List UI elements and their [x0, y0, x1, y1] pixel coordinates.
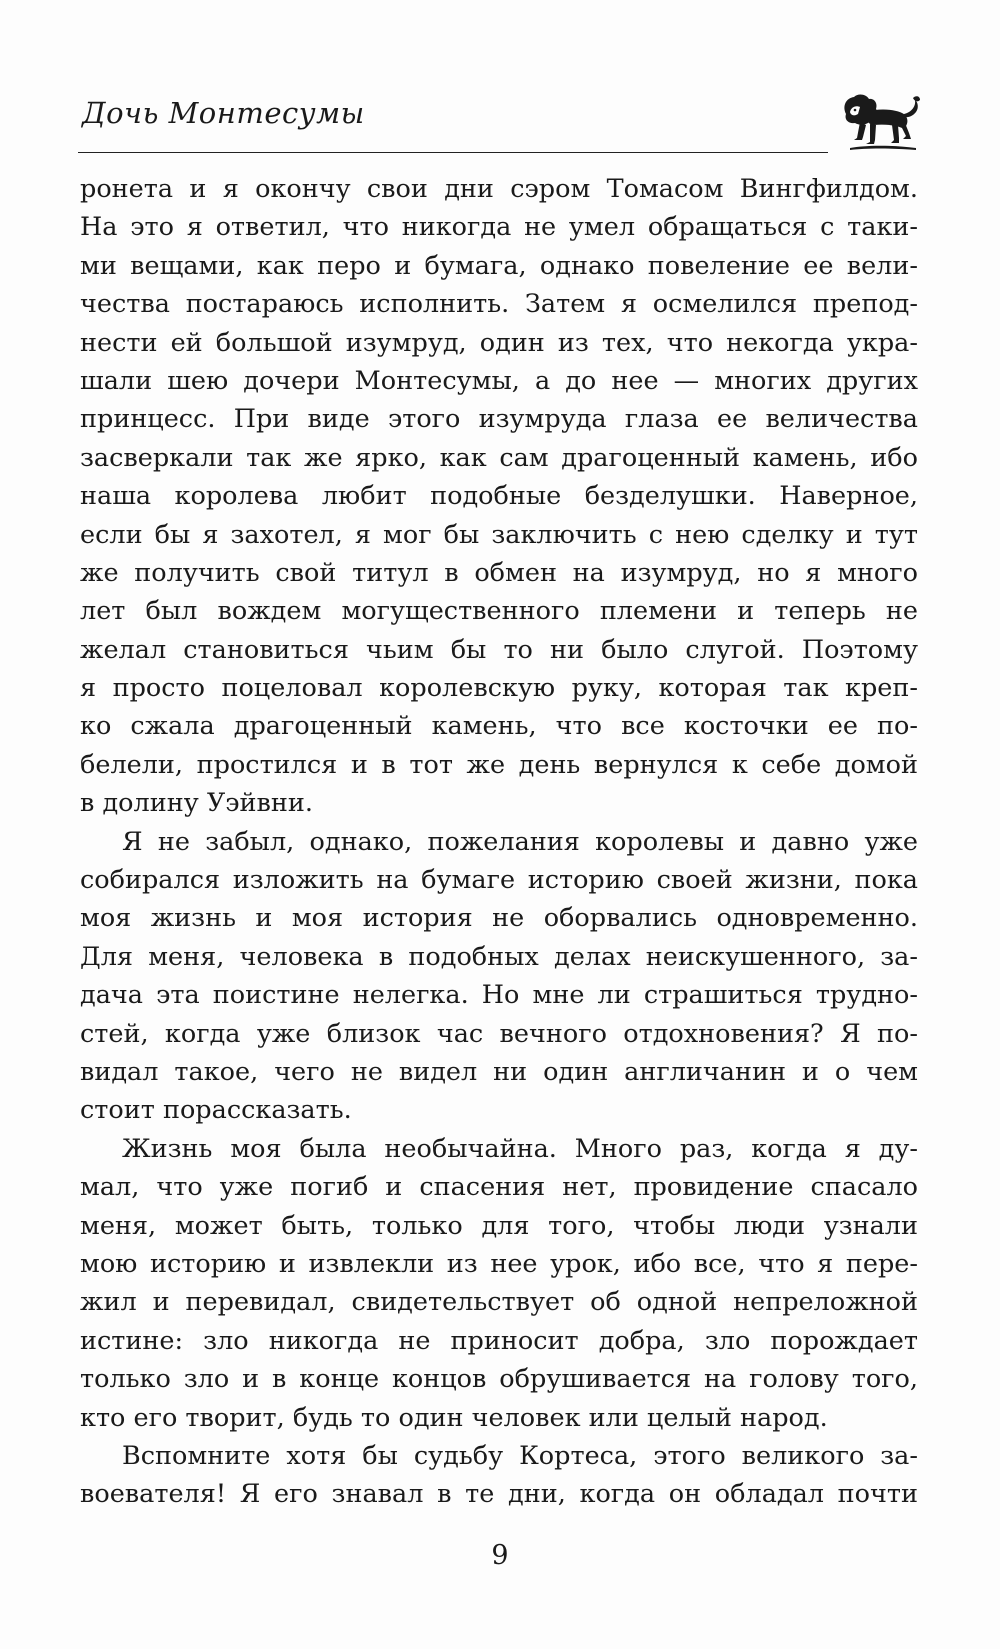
text-line: принцесс. При виде этого изумруда глаза ее величества	[80, 404, 918, 435]
header-title: Дочь Монтесумы	[82, 96, 365, 130]
paragraph	[80, 170, 918, 823]
text-line: меня, может быть, только для того, чтобы люди узнали	[80, 1210, 918, 1241]
text-line: видал такое, чего не видел ни один англичанин и о чем	[80, 1056, 918, 1087]
text-line: жил и перевидал, свидетельствует об одной непреложной	[80, 1287, 918, 1318]
text-line: мою историю и извлекли из нее урок, ибо все, что я пере-	[80, 1248, 918, 1279]
text-line: белели, простился и в тот же день вернулся к себе домой	[80, 749, 918, 780]
text-line: стоит порассказать.	[80, 1095, 352, 1126]
text-line: нести ей большой изумруд, один из тех, что некогда укра-	[80, 327, 918, 358]
text-line: На это я ответил, что никогда не умел обращаться с таки-	[80, 212, 918, 243]
text-line: если бы я захотел, я мог бы заключить с нею сделку и тут	[80, 519, 918, 550]
page-number: 9	[491, 1540, 509, 1571]
body-text	[80, 170, 918, 1514]
text-line: ко сжала драгоценный камень, что все косточки ее по-	[80, 711, 918, 742]
text-line: я просто поцеловал королевскую руку, которая так креп-	[80, 673, 918, 704]
text-line: лет был вождем могущественного племени и теперь не	[80, 596, 918, 627]
text-line: дача эта поистине нелегка. Но мне ли страшиться трудно-	[80, 980, 918, 1011]
lion-icon	[836, 92, 922, 158]
running-header	[78, 92, 918, 158]
text-line: моя жизнь и моя история не оборвались одновременно.	[80, 903, 918, 934]
paragraph	[80, 1437, 918, 1514]
text-line: Вспомните хотя бы судьбу Кортеса, этого великого за-	[122, 1440, 918, 1471]
text-line: в долину Уэйвни.	[80, 788, 313, 819]
text-line: наша королева любит подобные безделушки. Наверное,	[80, 481, 918, 512]
text-line: мал, что уже погиб и спасения нет, провидение спасало	[80, 1172, 918, 1203]
text-line: кто его творит, будь то один человек или целый народ.	[80, 1402, 828, 1433]
text-line: воевателя! Я его знавал в те дни, когда он обладал почти	[80, 1479, 918, 1510]
text-line: шали шею дочери Монтесумы, а до нее — многих других	[80, 365, 918, 396]
text-line: Для меня, человека в подобных делах неискушенного, за-	[80, 941, 918, 972]
paragraph	[80, 1130, 918, 1437]
text-line: ронета и я окончу свои дни сэром Томасом Вингфилдом.	[80, 174, 918, 204]
text-line: Я не забыл, однако, пожелания королевы и давно уже	[122, 826, 918, 857]
header-rule	[78, 152, 828, 153]
text-line: желал становиться чьим бы то ни было слугой. Поэтому	[80, 634, 918, 665]
paragraph	[80, 823, 918, 1130]
text-line: же получить свой титул в обмен на изумруд, но я много	[80, 557, 918, 588]
text-line: истине: зло никогда не приносит добра, зло порождает	[80, 1325, 918, 1356]
text-line: чества постараюсь исполнить. Затем я осмелился препод-	[80, 289, 918, 320]
text-line: ми вещами, как перо и бумага, однако повеление ее вели-	[80, 250, 918, 281]
text-line: засверкали так же ярко, как сам драгоценный камень, ибо	[80, 442, 918, 473]
text-line: собирался изложить на бумаге историю своей жизни, пока	[80, 865, 918, 896]
text-line: только зло и в конце концов обрушивается на голову того,	[80, 1364, 918, 1395]
text-line: стей, когда уже близок час вечного отдохновения? Я по-	[80, 1018, 918, 1049]
text-line: Жизнь моя была необычайна. Много раз, когда я ду-	[122, 1133, 918, 1164]
